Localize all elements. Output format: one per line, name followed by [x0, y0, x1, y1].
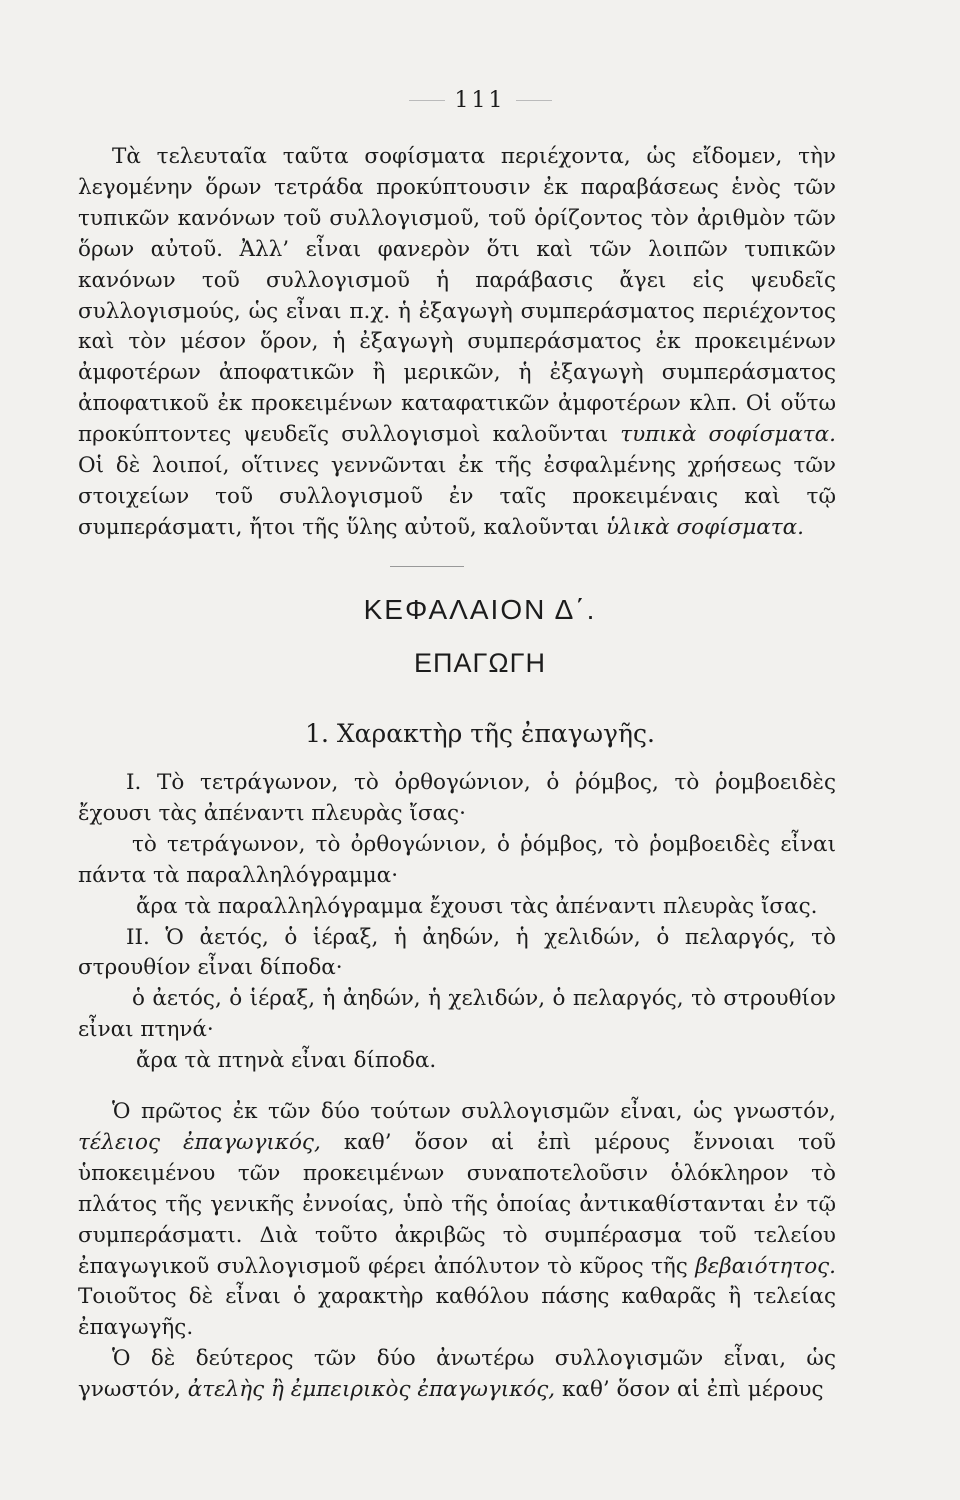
header-dash-left — [409, 100, 445, 101]
example-1-label: I. — [126, 770, 142, 795]
chapter-subtitle: ΕΠΑΓΩΓΗ — [414, 648, 546, 678]
example-2-premise-2: ὁ ἀετός, ὁ ἱέραξ, ἡ ἀηδών, ἡ χελιδών, ὁ πελαργός, τὸ στρουθίον εἶναι πτηνά· — [78, 986, 836, 1043]
example-1-premise-2: τὸ τετράγωνον, τὸ ὀρθογώνιον, ὁ ῥόμβος, τὸ ῥομβοειδὲς εἶναι πάντα τὰ παραλληλόγραμμα· — [78, 831, 836, 888]
intro-paragraph — [78, 142, 836, 544]
term-typika-sofismata: τυπικὰ σοφίσματα. — [620, 422, 836, 448]
example-2-label: II. — [126, 924, 150, 950]
term-ylika-sofismata: ὑλικὰ σοφίσματα. — [605, 514, 805, 540]
analysis-paragraph-2: Ὁ δὲ δεύτερος τῶν δύο ἀνωτέρω συλλογισμῶν εἶναι, ὡς γνωστόν, ἀτελὴς ἢ ἐμπειρικὸς ἐπαγωγικός, καθ’ ὅσον αἱ ἐπὶ μέρους — [78, 1346, 836, 1403]
chapter-title: ΚΕΦΑΛΑΙΟΝ Δ΄. — [363, 594, 597, 625]
section-divider — [390, 566, 464, 567]
term-teleios-epagogikos: τέλειος ἐπαγωγικός, — [78, 1129, 321, 1155]
example-2-premise-1: II. Ὁ ἀετός, ὁ ἱέραξ, ἡ ἀηδών, ἡ χελιδών, ὁ πελαργός, τὸ στρουθίον εἶναι δίποδα· — [78, 924, 836, 981]
example-1-conclusion: ἄρα τὰ παραλληλόγραμμα ἔχουσι τὰς ἀπέναντι πλευρὰς ἴσας. — [136, 893, 818, 919]
intro-text-2: Οἱ δὲ λοιποί, οἵτινες γεννῶνται ἐκ τῆς ἐσφαλμένης χρήσεως τῶν στοιχείων τοῦ συλλογισμοῦ ἐν ταῖς προκειμέναις καὶ τῷ συμπεράσματι, ἤτοι τῆς ὕλης αὐτοῦ, καλοῦνται — [78, 453, 836, 540]
page-header — [0, 88, 960, 113]
syllogism-examples — [78, 768, 836, 1077]
term-atelis-empeirikos: ἀτελὴς ἢ ἐμπειρικὸς ἐπαγωγικός, — [187, 1377, 556, 1403]
example-1-premise-1: I. Τὸ τετράγωνον, τὸ ὀρθογώνιον, ὁ ῥόμβος, τὸ ῥομβοειδὲς ἔχουσι τὰς ἀπέναντι πλευρὰς ἴσας· — [78, 770, 836, 826]
section-heading: 1. Χαρακτὴρ τῆς ἐπαγωγῆς. — [305, 719, 655, 748]
analysis-paragraphs — [78, 1097, 836, 1406]
example-2-conclusion: ἄρα τὰ πτηνὰ εἶναι δίποδα. — [136, 1048, 437, 1074]
page-number: 111 — [454, 88, 506, 113]
term-vevaiotitos: βεβαιότητος. — [695, 1253, 837, 1279]
header-dash-right — [516, 100, 552, 101]
analysis-paragraph-1: Ὁ πρῶτος ἐκ τῶν δύο τούτων συλλογισμῶν εἶναι, ὡς γνωστόν, τέλειος ἐπαγωγικός, καθ’ ὅσον αἱ ἐπὶ μέρους ἔννοιαι τοῦ ὑποκειμένου τῶν προκειμένων συναποτελοῦσιν ὁλόκληρον τὸ πλάτος τῆς γενικῆς ἐννοίας, ὑπὸ τῆς ὁποίας ἀντικαθίστανται ἐν τῷ συμπεράσματι. Διὰ τοῦτο ἀκριβῶς τὸ συμπέρασμα τοῦ τελείου ἐπαγωγικοῦ συλλογισμοῦ φέρει ἀπόλυτον τὸ κῦρος τῆς βεβαιότητος. Τοιοῦτος δὲ εἶναι ὁ χαρακτὴρ καθόλου πάσης καθαρᾶς ἢ τελείας ἐπαγωγῆς. — [78, 1099, 837, 1341]
intro-text-1: Τὰ τελευταῖα ταῦτα σοφίσματα περιέχοντα, ὡς εἴδομεν, τὴν λεγομένην ὅρων τετράδα προκύπτουσιν ἐκ παραβάσεως ἑνὸς τῶν τυπικῶν κανόνων τοῦ συλλογισμοῦ, τοῦ ὁρίζοντος τὸν ἀριθμὸν τῶν ὅρων αὐτοῦ. Ἀλλ’ εἶναι φανερὸν ὅτι καὶ τῶν λοιπῶν τυπικῶν κανόνων τοῦ συλλογισμοῦ ἡ παράβασις ἄγει εἰς ψευδεῖς συλλογισμούς, ὡς εἶναι π.χ. ἡ ἐξαγωγὴ συμπεράσματος περιέχοντος καὶ τὸν μέσον ὅρον, ἡ ἐξαγωγὴ συμπεράσματος ἐκ προκειμένων ἀμφοτέρων ἀποφατικῶν ἢ μερικῶν, ἡ ἐξαγωγὴ συμπεράσματος ἀποφατικοῦ ἐκ προκειμένων καταφατικῶν ἀμφοτέρων κλπ. Οἱ οὕτω προκύπτοντες ψευδεῖς συλλογισμοὶ καλοῦνται — [78, 144, 836, 448]
